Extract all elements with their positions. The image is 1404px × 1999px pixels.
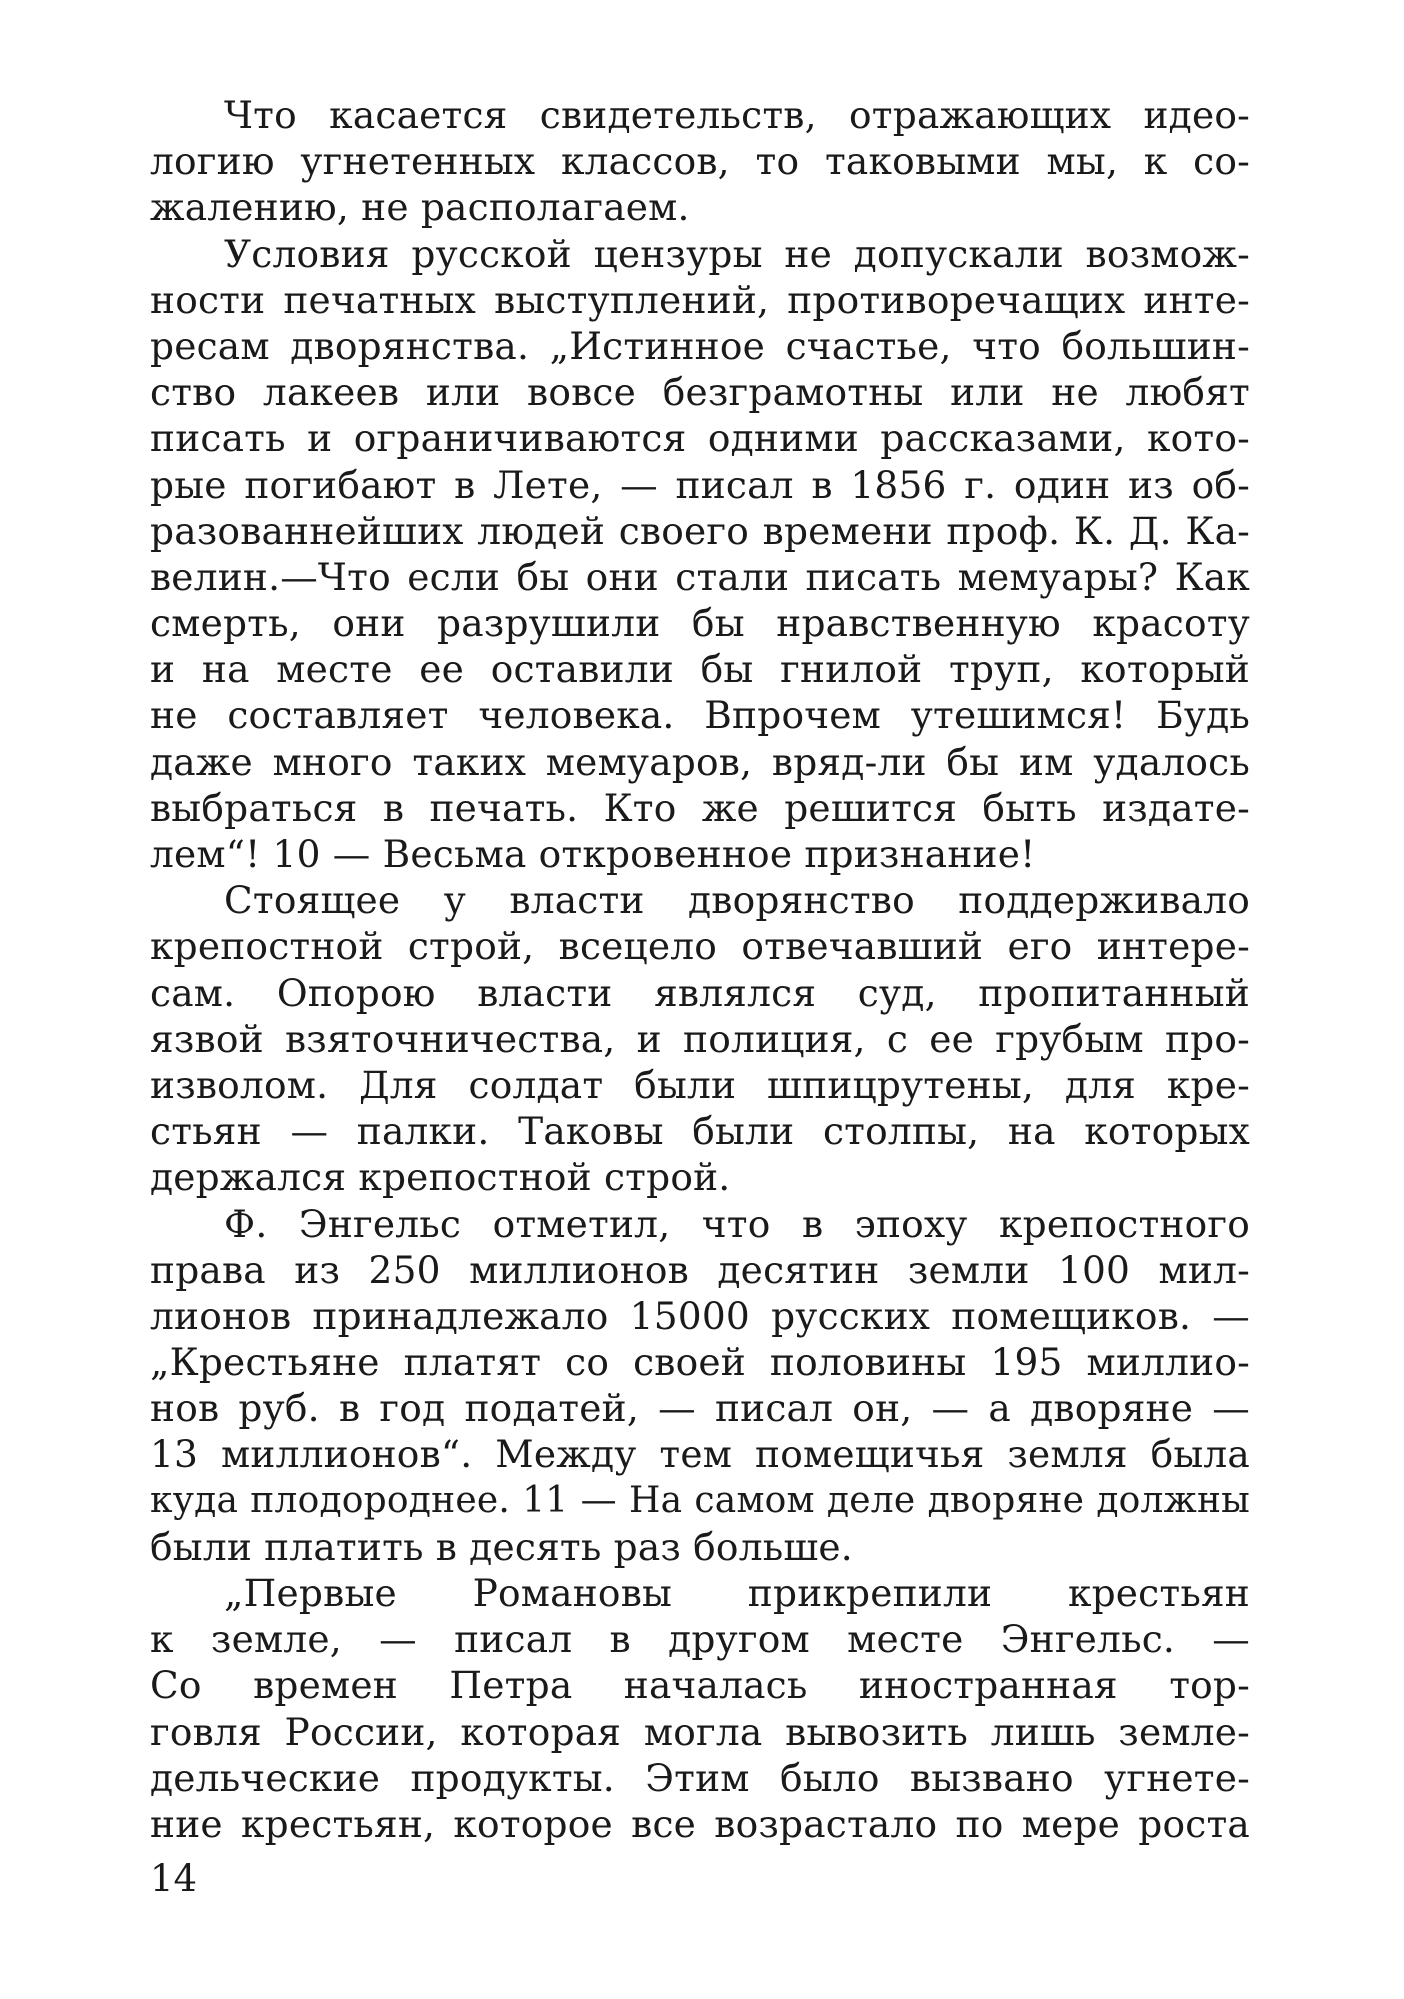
text-line: говля России, которая могла вывозить лишь земле- <box>150 1709 1250 1754</box>
text-body <box>150 92 1250 1847</box>
text-line: ние крестьян, которое все возрастало по мере роста <box>150 1801 1250 1846</box>
text-line: писать и ограничиваются одними рассказами, кото- <box>150 416 1250 461</box>
text-line: держался крепостной строй. <box>150 1155 731 1200</box>
text-line: жалению, не располагаем. <box>150 185 690 230</box>
text-line: лем“! 10 — Весьма откровенное признание! <box>150 832 1036 876</box>
text-line: 13 миллионов“. Между тем помещичья земля была <box>150 1432 1250 1477</box>
page-number: 14 <box>150 1857 198 1900</box>
text-line: дельческие продукты. Этим было вызвано угнете- <box>150 1755 1250 1800</box>
text-line: лионов принадлежало 15000 русских помещиков. — <box>150 1293 1250 1338</box>
text-line: сам. Опорою власти являлся суд, пропитанный <box>150 970 1250 1015</box>
text-line: Со времен Петра началась иностранная тор- <box>150 1663 1250 1708</box>
text-line: „Первые Романовы прикрепили крестьян <box>224 1571 1250 1615</box>
text-line: Условия русской цензуры не допускали возмож- <box>224 231 1250 276</box>
text-line: разованнейших людей своего времени проф. К. Д. Ка- <box>150 508 1250 553</box>
text-line: „Крестьяне платят со своей половины 195 миллио- <box>150 1340 1250 1385</box>
text-line: куда плодороднее. 11 — На самом деле дворяне должны <box>150 1479 1250 1521</box>
text-line: рые погибают в Лете, — писал в 1856 г. один из об- <box>150 462 1250 507</box>
text-line: не составляет человека. Впрочем утешимся! Будь <box>150 693 1250 738</box>
text-line: права из 250 миллионов десятин земли 100 мил- <box>150 1247 1250 1292</box>
text-line: ресам дворянства. „Истинное счастье, что большин- <box>150 323 1250 368</box>
text-line: изволом. Для солдат были шпицрутены, для кре- <box>150 1062 1250 1107</box>
text-line: ности печатных выступлений, противоречащих инте- <box>150 277 1250 322</box>
text-line: даже много таких мемуаров, вряд-ли бы им удалось <box>150 739 1250 784</box>
text-line: стьян — палки. Таковы были столпы, на которых <box>150 1109 1250 1154</box>
text-line: Стоящее у власти дворянство поддерживало <box>224 878 1250 923</box>
text-line: выбраться в печать. Кто же решится быть издате- <box>150 785 1250 830</box>
text-line: нов руб. в год податей, — писал он, — а дворяне — <box>150 1386 1250 1431</box>
text-line: были платить в десять раз больше. <box>150 1524 853 1569</box>
text-line: крепостной строй, всецело отвечавший его интере- <box>150 924 1250 969</box>
text-line: к земле, — писал в другом месте Энгельс. — <box>150 1617 1250 1662</box>
text-line: ство лакеев или вовсе безграмотны или не любят <box>150 370 1250 415</box>
text-line: велин.—Что если бы они стали писать мемуары? Как <box>150 554 1250 599</box>
text-line: смерть, они разрушили бы нравственную красоту <box>150 601 1250 646</box>
text-line: язвой взяточничества, и полиция, с ее грубым про- <box>150 1016 1250 1061</box>
text-line: Что касается свидетельств, отражающих идео- <box>224 93 1250 137</box>
text-line: Ф. Энгельс отметил, что в эпоху крепостного <box>224 1201 1250 1246</box>
text-line: логию угнетенных классов, то таковыми мы, к со- <box>150 139 1250 184</box>
text-line: и на месте ее оставили бы гнилой труп, который <box>150 647 1250 692</box>
